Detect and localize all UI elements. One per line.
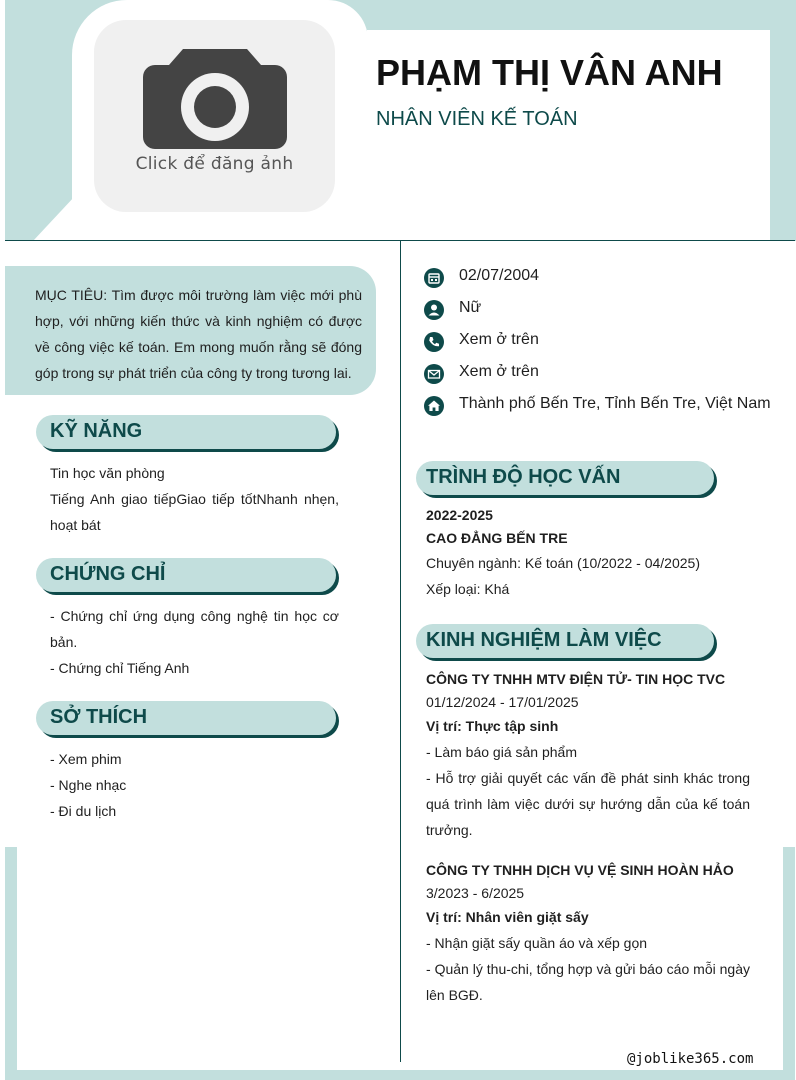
job-position: Vị trí: Thực tập sinh [426,718,559,734]
experience-header [416,624,714,658]
list-item: - Chứng chỉ ứng dụng công nghệ tin học cơ bản. [50,608,339,650]
education-major: Chuyên ngành: Kế toán (10/2022 - 04/2025) [426,555,700,571]
education-school: CAO ĐẲNG BẾN TRE [426,530,568,546]
job-task: - Quản lý thu-chi, tổng hợp và gửi báo cáo mỗi ngày lên BGĐ. [426,961,750,1003]
phone-text: Xem ở trên [459,331,539,348]
birthday-text: 02/07/2004 [459,267,540,284]
list-item: Tiếng Anh giao tiếpGiao tiếp tốtNhanh nhẹn, hoạt bát [50,491,339,533]
list-item: - Chứng chỉ Tiếng Anh [50,660,190,676]
address-text: Thành phố Bến Tre, Tỉnh Bến Tre, Việt Nam [459,395,771,412]
skills-title: KỸ NĂNG [50,420,143,442]
phone-icon [424,332,444,352]
skills-header [36,415,336,449]
education-details [426,504,750,602]
experience-item [426,858,750,1008]
education-header [416,461,714,495]
vertical-divider [400,241,401,1062]
hobbies-list [50,746,339,824]
hobbies-header [36,701,336,735]
job-task: - Hỗ trợ giải quyết các vấn đề phát sinh khác trong quá trình làm việc dưới sự hướng dẫn của kế toán trưởng. [426,770,750,838]
email-text: Xem ở trên [459,363,539,380]
objective-text: MỤC TIÊU: Tìm được môi trường làm việc mới phù hợp, với những kiến thức và kinh nghiệm có được về công việc kế toán. Em mong muốn rằng sẽ đóng góp trong sự phát triển của công ty trong tương lai. [35,287,362,381]
watermark: @joblike365.com [627,1051,754,1067]
education-years: 2022-2025 [426,507,493,523]
certificates-list [50,603,339,681]
list-item: - Nghe nhạc [50,777,127,793]
certificates-title: CHỨNG CHỈ [50,563,166,585]
job-period: 3/2023 - 6/2025 [426,885,525,901]
frame-bottom [5,1070,795,1080]
frame-left [5,847,17,1080]
list-item: - Đi du lịch [50,803,117,819]
gender-text: Nữ [459,299,482,316]
certificates-header [36,558,336,592]
hobbies-title: SỞ THÍCH [50,706,148,728]
job-title: NHÂN VIÊN KẾ TOÁN [376,108,578,130]
user-icon [424,300,444,320]
job-position: Vị trí: Nhân viên giặt sấy [426,909,589,925]
job-period: 01/12/2024 - 17/01/2025 [426,694,579,710]
photo-upload[interactable] [94,20,335,212]
company-name: CÔNG TY TNHH MTV ĐIỆN TỬ- TIN HỌC TVC [426,671,726,687]
list-item: - Xem phim [50,751,122,767]
camera-icon [143,49,287,149]
job-task: - Nhận giặt sấy quần áo và xếp gọn [426,935,648,951]
experience-item [426,667,750,843]
frame-right [783,847,795,1080]
home-icon [424,396,444,416]
mail-icon [424,364,444,384]
list-item: Tin học văn phòng [50,465,165,481]
calendar-icon [424,268,444,288]
objective-box [5,266,376,395]
photo-upload-label: Click để đăng ảnh [135,154,294,174]
skills-list [50,460,339,538]
company-name: CÔNG TY TNHH DỊCH VỤ VỆ SINH HOÀN HẢO [426,862,734,878]
candidate-name: PHẠM THỊ VÂN ANH [376,52,723,93]
job-task: - Làm báo giá sản phẩm [426,744,577,760]
experience-title: KINH NGHIỆM LÀM VIỆC [426,629,662,651]
education-title: TRÌNH ĐỘ HỌC VẤN [426,466,621,488]
education-grade: Xếp loại: Khá [426,581,510,597]
